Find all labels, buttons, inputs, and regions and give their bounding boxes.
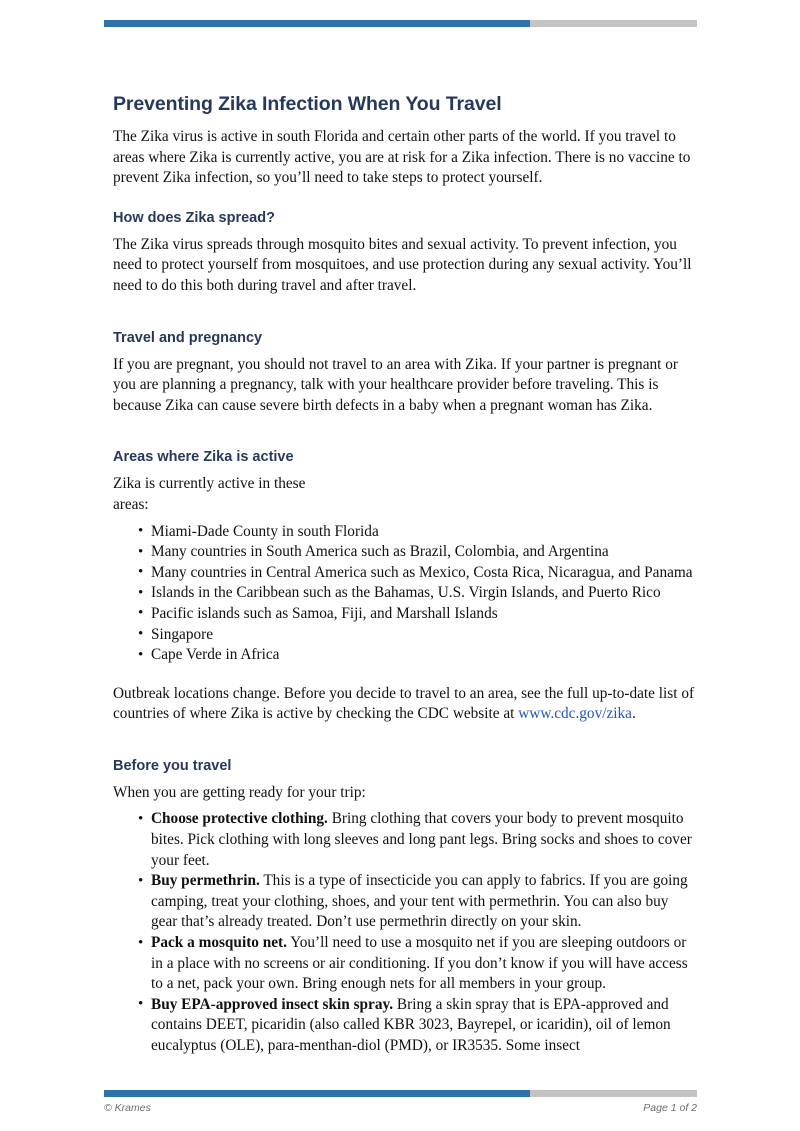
section-heading-areas-where-zika-is-active: Areas where Zika is active [113,449,294,466]
areas-outro-text-after-link: . [631,705,636,723]
list-item-lead-in: Choose protective clothing. [151,810,328,828]
list-spacer [113,672,697,684]
section-heading-travel-and-pregnancy: Travel and pregnancy [113,329,263,346]
list-item-text: You’ll need to use a mosquito net if you are sleeping outdoors or in a place with no screens or air conditioning. If you don’t know if you will have access to a net, pack your own. Bring enough nets for all members in your group. [151,934,688,993]
header-rule [104,20,697,27]
list-item [113,933,697,995]
areas-list [113,522,697,666]
list-item: • Islands in the Caribbean such as the Bahamas, U.S. Virgin Islands, and Puerto Rico [113,583,697,604]
footer-rule-accent [104,1090,530,1097]
document-content [113,92,697,1063]
section-paragraph-travel-and-pregnancy: If you are pregnant, you should not travel to an area with Zika. If your partner is pregnant or you are planning a pregnancy, talk with your healthcare provider before traveling. This is because Zika can cause severe birth defects in a baby when a pregnant woman has Zika. [113,355,678,414]
areas-intro-paragraph: Zika is currently active in these areas: [113,475,306,513]
section-paragraph-how-does-zika-spread: The Zika virus spreads through mosquito bites and sexual activity. To prevent infection, you need to protect yourself from mosquitoes, and use protection during any sexual activity. You’ll need to do this both during travel and after travel. [113,235,692,294]
list-item [113,995,697,1057]
section-spacer [113,303,697,329]
areas-outro-text-before-link: Outbreak locations change. Before you decide to travel to an area, see the full up-to-date list of countries of where Zika is active by checking the CDC website at [113,684,695,723]
footer-copyright: © Krames [104,1102,151,1114]
list-item-lead-in: Buy permethrin. [151,872,260,890]
list-item: • Cape Verde in Africa [113,645,697,666]
cdc-zika-link[interactable]: www.cdc.gov/zika [518,705,632,723]
intro-paragraph: The Zika virus is active in south Florida and certain other parts of the world. If you travel to areas where Zika is currently active, you are at risk for a Zika infection. There is no vaccine to prevent Zika infection, so you’ll need to take steps to protect yourself. [113,128,691,187]
list-item-text: Bring a skin spray that is EPA-approved and contains DEET, picaridin (also called KBR 3023, Bayrepel, or icaridin), oil of lemon eucalyptus (OLE), para-menthan-diol (PMD), or IR3535. Some insect [151,995,671,1054]
footer-rule [104,1090,697,1097]
list-item: • Many countries in Central America such as Mexico, Costa Rica, Nicaragua, and Panama [113,563,697,584]
section-spacer [113,731,697,757]
list-item: • Singapore [113,625,697,646]
list-item: • Many countries in South America such as Brazil, Colombia, and Argentina [113,542,697,563]
section-heading-before-you-travel: Before you travel [113,757,232,774]
list-item: • Pacific islands such as Samoa, Fiji, and Marshall Islands [113,604,697,625]
before-travel-intro-paragraph: When you are getting ready for your trip: [113,783,366,801]
list-item-lead-in: Pack a mosquito net. [151,934,287,952]
list-item-text: This is a type of insecticide you can apply to fabrics. If you are going camping, treat your clothing, shoes, and your tent with permethrin. You can also buy gear that’s already treated. Don’t use permethrin directly on your skin. [151,872,688,931]
section-heading-how-does-zika-spread: How does Zika spread? [113,209,275,226]
list-item: • Miami-Dade County in south Florida [113,522,697,543]
list-item-lead-in: Buy EPA-approved insect skin spray. [151,995,394,1013]
list-item [113,871,697,933]
page-title: Preventing Zika Infection When You Travel [113,93,502,115]
page-footer [104,1100,697,1116]
before-travel-list [113,809,697,1056]
section-spacer [113,422,697,448]
list-item [113,809,697,871]
areas-outro-paragraph [113,684,697,725]
header-rule-accent [104,20,530,27]
footer-page-number: Page 1 of 2 [643,1102,697,1114]
list-item-text: Bring clothing that covers your body to prevent mosquito bites. Pick clothing with long sleeves and long pant legs. Bring socks and shoes to cover your feet. [151,810,692,869]
